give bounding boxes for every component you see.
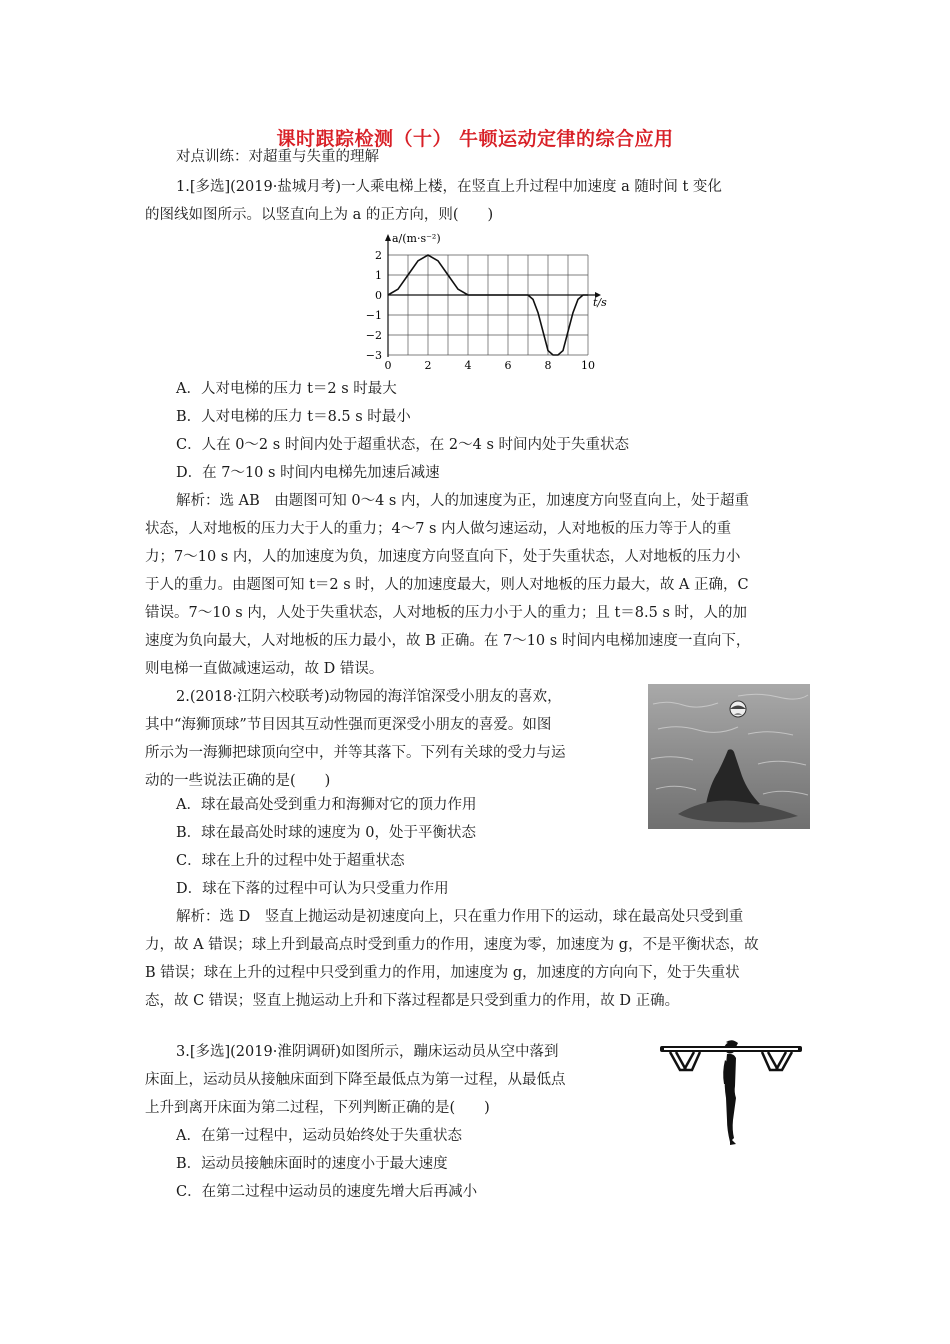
q1-stem-line: 的图线如图所示。以竖直向上为 a 的正方向，则( ): [145, 207, 494, 223]
q1-analysis-line: 于人的重力。由题图可知 t＝2 s 时，人的加速度最大，则人对地板的压力最大，故 A 正确，C: [145, 577, 749, 593]
ball-icon: [730, 701, 746, 717]
q1-option-a: A．人对电梯的压力 t＝2 s 时最大: [176, 381, 397, 397]
page-title: 课时跟踪检测（十） 牛顿运动定律的综合应用: [276, 128, 674, 150]
q1-stem-line: 1.[多选](2019·盐城月考)一人乘电梯上楼，在竖直上升过程中加速度 a 随时间 t 变化: [176, 179, 722, 195]
q1-option-c: C．人在 0～2 s 时间内处于超重状态，在 2～4 s 时间内处于失重状态: [176, 437, 630, 453]
q2-analysis-line: 力，故 A 错误；球上升到最高点时受到重力的作用，速度为零，加速度为 g，不是平衡状态，故: [145, 937, 759, 953]
q2-option-b: B．球在最高处时球的速度为 0，处于平衡状态: [176, 825, 476, 841]
section-heading: 对点训练：对超重与失重的理解: [176, 149, 379, 165]
q2-stem-line: 所示为一海狮把球顶向空中，并等其落下。下列有关球的受力与运: [145, 745, 566, 761]
x-tick-label: 0: [384, 359, 392, 372]
q1-analysis-line: 速度为负向最大，人对地板的压力最小，故 B 正确。在 7～10 s 时间内电梯加速度一直向下，: [145, 633, 751, 649]
q2-analysis-line: 解析：选 D 竖直上抛运动是初速度向上，只在重力作用下的运动，球在最高处只受到重: [176, 909, 744, 925]
q2-analysis-line: B 错误；球在上升的过程中只受到重力的作用，加速度为 g，加速度的方向向下，处于失重状: [145, 965, 740, 981]
q2-analysis-line: 态，故 C 错误；竖直上抛运动上升和下落过程都是只受到重力的作用，故 D 正确。: [145, 993, 680, 1009]
q1-analysis-line: 错误。7～10 s 内，人处于失重状态，人对地板的压力小于人的重力；且 t＝8.5 s 时，人的加: [145, 605, 747, 621]
q1-option-b: B．人对电梯的压力 t＝8.5 s 时最小: [176, 409, 411, 425]
sea-lion-photo: [648, 684, 810, 829]
y-axis-arrow: [385, 234, 391, 241]
y-axis-label: a/(m·s⁻²): [392, 232, 441, 245]
trampoline-icon: [650, 1040, 812, 1080]
q3-option-a: A．在第一过程中，运动员始终处于失重状态: [176, 1128, 462, 1144]
q2-stem-line: 动的一些说法正确的是( ): [145, 773, 331, 789]
y-tick-label: 0: [375, 289, 382, 302]
y-tick-label: −3: [365, 349, 382, 362]
q3-stem-line: 床面上，运动员从接触床面到下降至最低点为第一过程，从最低点: [145, 1072, 566, 1088]
x-tick-label: 6: [504, 359, 512, 372]
q2-option-a: A．球在最高处受到重力和海狮对它的顶力作用: [176, 797, 477, 813]
q2-option-c: C．球在上升的过程中处于超重状态: [176, 853, 405, 869]
q3-option-c: C．在第二过程中运动员的速度先增大后再减小: [176, 1184, 478, 1200]
q1-analysis-line: 力；7～10 s 内，人的加速度为负，加速度方向竖直向下，处于失重状态，人对地板的压力小: [145, 549, 741, 565]
x-tick-label: 4: [464, 359, 472, 372]
y-tick-label: 1: [375, 269, 382, 282]
q3-option-b: B．运动员接触床面时的速度小于最大速度: [176, 1156, 448, 1172]
q2-option-d: D．球在下落的过程中可认为只受重力作用: [176, 881, 449, 897]
chart-grid: [388, 255, 588, 355]
x-tick-label: 8: [544, 359, 552, 372]
acceleration-time-chart: [352, 228, 607, 373]
y-tick-label: 2: [375, 249, 382, 262]
q1-analysis-line: 状态，人对地板的压力大于人的重力；4～7 s 内人做匀速运动，人对地板的压力等于人的重: [145, 521, 732, 537]
q3-stem-line: 上升到离开床面为第二过程，下列判断正确的是( ): [145, 1100, 490, 1116]
q1-option-d: D．在 7～10 s 时间内电梯先加速后减速: [176, 465, 440, 481]
x-axis-label: t/s: [593, 296, 607, 309]
x-tick-label: 2: [424, 359, 432, 372]
q3-stem-line: 3.[多选](2019·淮阴调研)如图所示，蹦床运动员从空中落到: [176, 1044, 559, 1060]
q2-stem-line: 其中“海狮顶球”节目因其互动性强而更深受小朋友的喜爱。如图: [145, 717, 552, 733]
y-tick-label: −2: [365, 329, 382, 342]
q1-analysis-line: 则电梯一直做减速运动，故 D 错误。: [145, 661, 384, 677]
y-tick-label: −1: [365, 309, 382, 322]
q2-stem-line: 2.(2018·江阴六校联考)动物园的海洋馆深受小朋友的喜欢，: [176, 689, 562, 705]
q1-analysis-line: 解析：选 AB 由题图可知 0～4 s 内，人的加速度为正，加速度方向竖直向上，处于超重: [176, 493, 749, 509]
x-tick-label: 10: [581, 359, 595, 372]
